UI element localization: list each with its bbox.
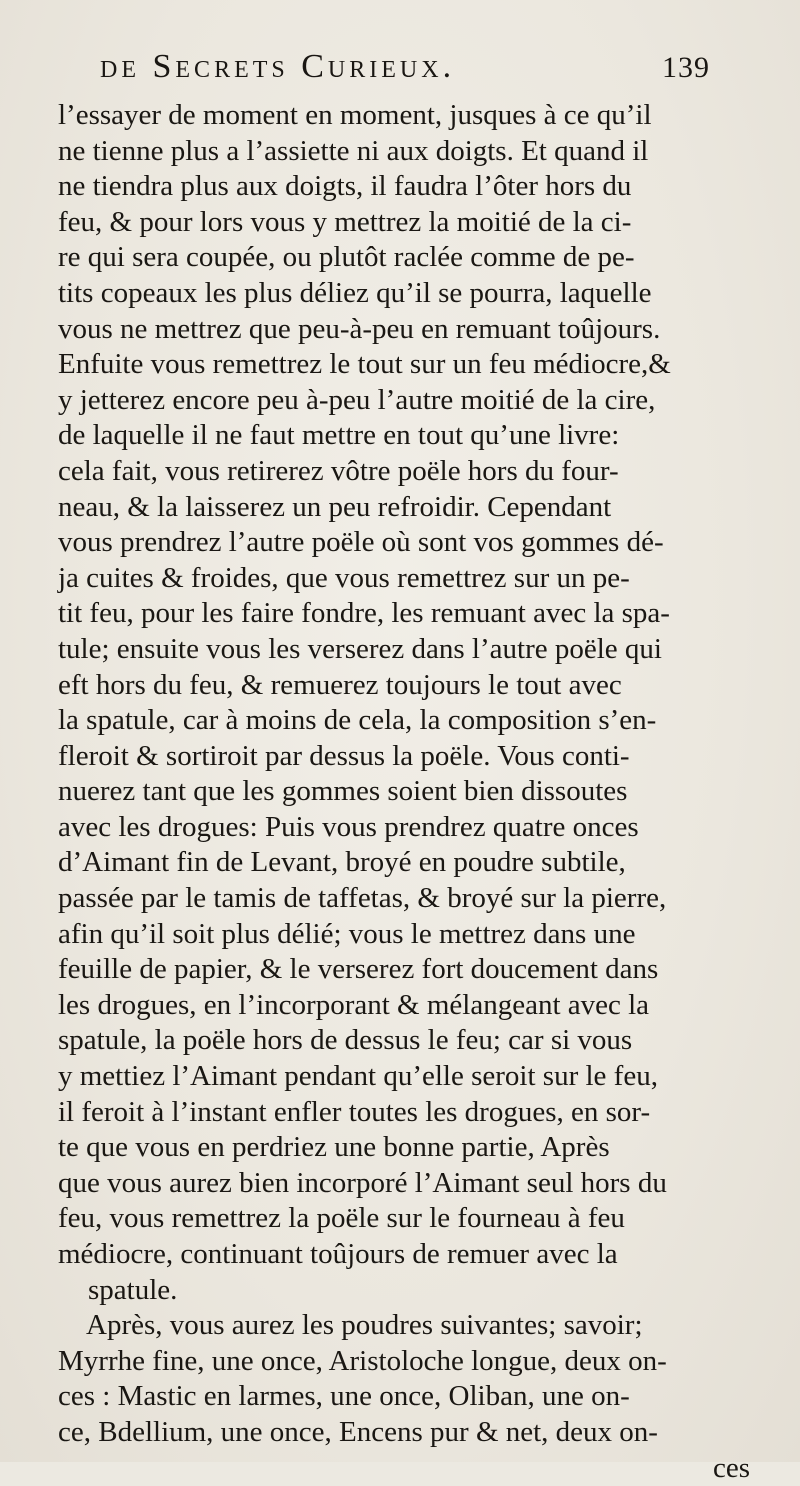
text-line: vous prendrez l’autre poële où sont vos gommes dé- bbox=[58, 526, 664, 559]
text-line: cela fait, vous retirerez vôtre poële hors du four- bbox=[58, 454, 619, 487]
text-line: spatule. bbox=[88, 1273, 178, 1306]
text-line: nuerez tant que les gommes soient bien dissoutes bbox=[58, 775, 628, 808]
text-line: ja cuites & froides, que vous remettrez sur un pe- bbox=[58, 561, 630, 594]
running-title: de Secrets Curieux. bbox=[100, 48, 456, 85]
body-text bbox=[58, 98, 778, 1486]
text-line: il feroit à l’instant enfler toutes les drogues, en sor- bbox=[58, 1095, 651, 1128]
text-line: Enfuite vous remettrez le tout sur un feu médiocre,& bbox=[58, 348, 671, 381]
text-line: y mettiez l’Aimant pendant qu’elle seroit sur le feu, bbox=[58, 1060, 658, 1093]
text-line: fleroit & sortiroit par dessus la poële. Vous conti- bbox=[58, 739, 630, 772]
running-header bbox=[100, 48, 710, 92]
catchword: ces bbox=[712, 1451, 750, 1484]
text-line: ne tienne plus a l’assiette ni aux doigts. Et quand il bbox=[58, 134, 649, 167]
text-line: Myrrhe fine, une once, Aristoloche longue, deux on- bbox=[58, 1344, 667, 1377]
text-line: eft hors du feu, & remuerez toujours le tout avec bbox=[58, 668, 622, 701]
text-line: ne tiendra plus aux doigts, il faudra l’ôter hors du bbox=[58, 170, 632, 203]
text-line: afin qu’il soit plus délié; vous le mettrez dans une bbox=[58, 917, 636, 950]
text-line: y jetterez encore peu à-peu l’autre moitié de la cire, bbox=[58, 383, 656, 416]
text-line: que vous aurez bien incorporé l’Aimant seul hors du bbox=[58, 1166, 667, 1199]
text-line: avec les drogues: Puis vous prendrez quatre onces bbox=[58, 810, 639, 843]
text-line: feuille de papier, & le verserez fort doucement dans bbox=[58, 953, 659, 986]
text-line: médiocre, continuant toûjours de remuer avec la bbox=[58, 1238, 618, 1270]
text-line: la spatule, car à moins de cela, la composition s’en- bbox=[58, 704, 657, 737]
text-line: ce, Bdellium, une once, Encens pur & net, deux on- bbox=[58, 1415, 658, 1448]
text-line: tule; ensuite vous les verserez dans l’autre poële qui bbox=[58, 632, 662, 665]
text-line: Après, vous aurez les poudres suivantes; savoir; bbox=[86, 1309, 643, 1342]
text-line: passée par le tamis de taffetas, & broyé sur la pierre, bbox=[58, 882, 667, 915]
text-line: vous ne mettrez que peu-à-peu en remuant toûjours. bbox=[58, 312, 661, 345]
page-number: 139 bbox=[662, 51, 710, 84]
text-line: re qui sera coupée, ou plutôt raclée comme de pe- bbox=[58, 241, 635, 274]
text-line: tits copeaux les plus déliez qu’il se pourra, laquelle bbox=[58, 276, 652, 309]
text-line: spatule, la poële hors de dessus le feu; car si vous bbox=[58, 1024, 633, 1057]
text-line: tit feu, pour les faire fondre, les remuant avec la spa- bbox=[58, 597, 670, 630]
text-line: te que vous en perdriez une bonne partie, Après bbox=[58, 1131, 610, 1164]
text-line: de laquelle il ne faut mettre en tout qu’une livre: bbox=[58, 419, 620, 452]
text-line: les drogues, en l’incorporant & mélangeant avec la bbox=[58, 988, 650, 1021]
text-line: neau, & la laisserez un peu refroidir. Cependant bbox=[58, 490, 612, 523]
text-line: d’Aimant fin de Levant, broyé en poudre subtile, bbox=[58, 846, 626, 879]
text-line: ces : Mastic en larmes, une once, Oliban, une on- bbox=[58, 1380, 630, 1413]
text-line: l’essayer de moment en moment, jusques à ce qu’il bbox=[58, 99, 652, 131]
text-line: feu, vous remettrez la poële sur le fourneau à feu bbox=[58, 1202, 625, 1235]
text-line: feu, & pour lors vous y mettrez la moitié de la ci- bbox=[58, 205, 632, 238]
